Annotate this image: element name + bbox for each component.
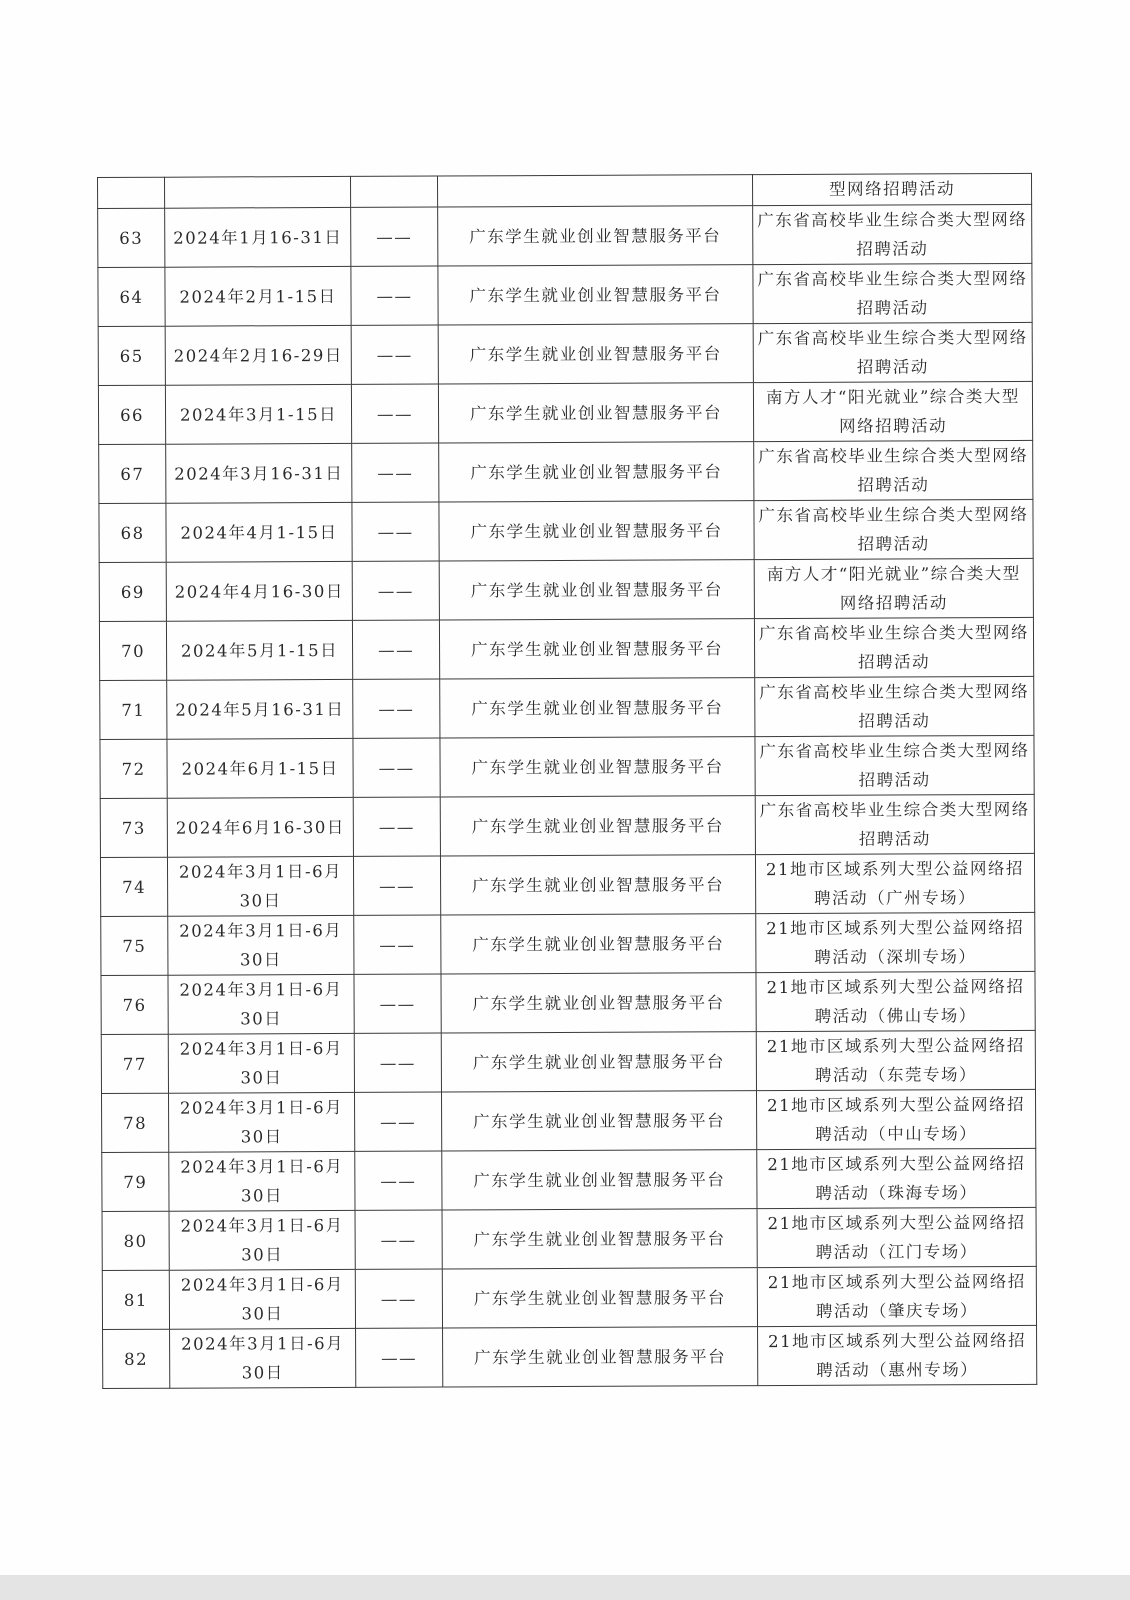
platform-cell: 广东学生就业创业智慧服务平台 [441,973,756,1033]
event-name-cell: 广东省高校毕业生综合类大型网络招聘活动 [755,735,1034,795]
organizer-cell: —— [351,266,438,325]
date-cell: 2024年1月16-31日 [165,207,351,267]
platform-cell: 广东学生就业创业智慧服务平台 [438,383,753,443]
organizer-cell: —— [352,502,439,561]
row-number-cell: 78 [101,1093,168,1152]
event-name-cell: 21地市区域系列大型公益网络招聘活动（肇庆专场） [757,1266,1036,1326]
date-cell: 2024年3月1日-6月30日 [168,974,354,1034]
platform-cell: 广东学生就业创业智慧服务平台 [438,206,753,266]
row-number-cell [98,177,165,208]
date-cell: 2024年2月1-15日 [165,266,351,326]
table-row [99,558,1033,621]
platform-cell: 广东学生就业创业智慧服务平台 [440,678,755,738]
table-row [103,1325,1037,1388]
row-number-cell: 66 [98,385,165,444]
date-cell: 2024年4月16-30日 [166,561,352,621]
row-number-cell: 77 [101,1034,168,1093]
date-cell: 2024年3月1日-6月30日 [167,856,353,916]
organizer-cell: —— [355,1269,442,1328]
date-cell: 2024年4月1-15日 [166,502,352,562]
date-cell: 2024年3月1日-6月30日 [169,1210,355,1270]
event-name-cell: 21地市区域系列大型公益网络招聘活动（惠州专场） [758,1325,1037,1385]
row-number-cell: 76 [101,975,168,1034]
platform-cell: 广东学生就业创业智慧服务平台 [442,1150,757,1210]
organizer-cell: —— [351,325,438,384]
organizer-cell [350,176,437,207]
organizer-cell: —— [352,561,439,620]
row-number-cell: 70 [99,621,166,680]
event-name-cell: 广东省高校毕业生综合类大型网络招聘活动 [755,676,1034,736]
continued-row [98,173,1032,208]
table-row [101,971,1035,1034]
table-body [98,173,1037,1388]
row-number-cell: 81 [102,1270,169,1329]
row-number-cell: 71 [100,680,167,739]
event-name-cell: 广东省高校毕业生综合类大型网络招聘活动 [753,322,1032,382]
platform-cell: 广东学生就业创业智慧服务平台 [439,501,754,561]
event-name-cell: 广东省高校毕业生综合类大型网络招聘活动 [754,617,1033,677]
date-cell: 2024年3月1日-6月30日 [168,1033,354,1093]
row-number-cell: 82 [103,1329,170,1388]
date-cell: 2024年6月1-15日 [167,738,353,798]
bottom-strip [0,1575,1130,1600]
table-row [101,1030,1035,1093]
organizer-cell: —— [353,856,440,915]
event-name-cell: 21地市区域系列大型公益网络招聘活动（佛山专场） [756,971,1035,1031]
event-name-cell: 21地市区域系列大型公益网络招聘活动（东莞专场） [756,1030,1035,1090]
organizer-cell: —— [354,1033,441,1092]
platform-cell: 广东学生就业创业智慧服务平台 [441,914,756,974]
platform-cell: 广东学生就业创业智慧服务平台 [440,737,755,797]
table-row [99,499,1033,562]
event-name-cell: 21地市区域系列大型公益网络招聘活动（江门专场） [757,1207,1036,1267]
event-name-cell: 广东省高校毕业生综合类大型网络招聘活动 [755,794,1034,854]
date-cell: 2024年2月16-29日 [165,325,351,385]
event-name-cell: 广东省高校毕业生综合类大型网络招聘活动 [754,499,1033,559]
table-row [99,440,1033,503]
table-row [98,322,1032,385]
row-number-cell: 64 [98,267,165,326]
table-row [100,794,1034,857]
organizer-cell: —— [352,620,439,679]
event-name-cell: 南方人才“阳光就业”综合类大型网络招聘活动 [753,381,1032,441]
platform-cell: 广东学生就业创业智慧服务平台 [441,1091,756,1151]
date-cell: 2024年3月16-31日 [166,443,352,503]
event-name-cell: 广东省高校毕业生综合类大型网络招聘活动 [753,204,1032,264]
platform-cell: 广东学生就业创业智慧服务平台 [439,560,754,620]
organizer-cell: —— [351,384,438,443]
row-number-cell: 69 [99,562,166,621]
organizer-cell: —— [356,1328,443,1387]
table-row [99,617,1033,680]
platform-cell [437,175,752,207]
table-row [98,263,1032,326]
row-number-cell: 75 [101,916,168,975]
event-name-cell: 21地市区域系列大型公益网络招聘活动（广州专场） [755,853,1034,913]
platform-cell: 广东学生就业创业智慧服务平台 [443,1327,758,1387]
event-name-cell: 南方人才“阳光就业”综合类大型网络招聘活动 [754,558,1033,618]
organizer-cell: —— [353,738,440,797]
organizer-cell: —— [354,915,441,974]
organizer-cell: —— [353,797,440,856]
platform-cell: 广东学生就业创业智慧服务平台 [438,265,753,325]
event-name-cell: 21地市区域系列大型公益网络招聘活动（中山专场） [756,1089,1035,1149]
organizer-cell: —— [353,679,440,738]
platform-cell: 广东学生就业创业智慧服务平台 [440,796,755,856]
row-number-cell: 79 [102,1152,169,1211]
organizer-cell: —— [351,207,438,266]
platform-cell: 广东学生就业创业智慧服务平台 [439,442,754,502]
event-name-cell: 广东省高校毕业生综合类大型网络招聘活动 [754,440,1033,500]
event-name-cell: 广东省高校毕业生综合类大型网络招聘活动 [753,263,1032,323]
date-cell: 2024年3月1日-6月30日 [168,1092,354,1152]
recruitment-schedule-table [97,173,1037,1389]
row-number-cell: 63 [98,208,165,267]
table-row [102,1207,1036,1270]
platform-cell: 广东学生就业创业智慧服务平台 [442,1209,757,1269]
date-cell: 2024年3月1日-6月30日 [169,1151,355,1211]
row-number-cell: 74 [100,857,167,916]
table-row [102,1266,1036,1329]
table-row [98,204,1032,267]
organizer-cell: —— [355,1210,442,1269]
table-row [100,676,1034,739]
platform-cell: 广东学生就业创业智慧服务平台 [441,1032,756,1092]
date-cell: 2024年3月1日-6月30日 [170,1328,356,1388]
platform-cell: 广东学生就业创业智慧服务平台 [440,855,755,915]
platform-cell: 广东学生就业创业智慧服务平台 [439,619,754,679]
row-number-cell: 65 [98,326,165,385]
date-cell: 2024年6月16-30日 [167,797,353,857]
date-cell: 2024年3月1日-6月30日 [169,1269,355,1329]
date-cell: 2024年5月16-31日 [167,679,353,739]
row-number-cell: 80 [102,1211,169,1270]
row-number-cell: 72 [100,739,167,798]
table-row [101,1089,1035,1152]
table-row [100,853,1034,916]
date-cell [165,176,351,208]
platform-cell: 广东学生就业创业智慧服务平台 [442,1268,757,1328]
row-number-cell: 67 [99,444,166,503]
date-cell: 2024年3月1日-6月30日 [168,915,354,975]
date-cell: 2024年3月1-15日 [165,384,351,444]
table-row [100,735,1034,798]
organizer-cell: —— [355,1151,442,1210]
table-row [102,1148,1036,1211]
row-number-cell: 73 [100,798,167,857]
event-name-cell: 21地市区域系列大型公益网络招聘活动（深圳专场） [756,912,1035,972]
event-name-cell: 21地市区域系列大型公益网络招聘活动（珠海专场） [757,1148,1036,1208]
organizer-cell: —— [354,974,441,1033]
date-cell: 2024年5月1-15日 [166,620,352,680]
table-row [101,912,1035,975]
organizer-cell: —— [352,443,439,502]
table-row [98,381,1032,444]
event-name-cell: 型网络招聘活动 [752,173,1031,205]
organizer-cell: —— [354,1092,441,1151]
platform-cell: 广东学生就业创业智慧服务平台 [438,324,753,384]
row-number-cell: 68 [99,503,166,562]
